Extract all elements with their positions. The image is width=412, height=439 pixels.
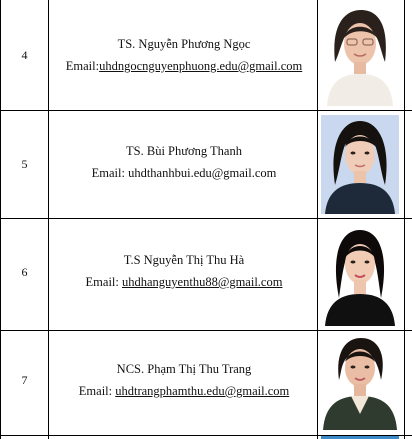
staff-name: TS. Bùi Phương Thanh	[126, 144, 242, 158]
email-link[interactable]: uhdtrangphamthu.edu@gmail.com	[115, 384, 290, 398]
row-number: 7	[21, 373, 28, 387]
email-link[interactable]: uhdhanguyenthu88@gmail.com	[122, 275, 283, 289]
row-number: 4	[21, 48, 28, 62]
row-number: 6	[21, 265, 28, 279]
staff-name: NCS. Phạm Thị Thu Trang	[116, 362, 252, 376]
staff-name: T.S Nguyễn Thị Thu Hà	[123, 253, 245, 267]
email-label: Email:	[85, 275, 119, 289]
table-row	[0, 0, 412, 110]
email-line	[50, 380, 318, 402]
portrait-image	[321, 4, 399, 106]
email-label: Email:	[91, 166, 125, 180]
email-text[interactable]: uhdthanhbui.edu@gmail.com	[128, 166, 277, 180]
email-label: Email:	[65, 59, 100, 73]
staff-photo	[321, 222, 399, 326]
staff-info	[50, 249, 318, 293]
email-line	[50, 271, 318, 293]
staff-info	[50, 33, 318, 77]
email-line	[50, 55, 318, 77]
portrait-image	[321, 222, 399, 326]
row-number: 5	[21, 157, 28, 171]
staff-photo	[321, 115, 399, 214]
staff-info	[50, 358, 318, 402]
table-row	[0, 331, 412, 435]
email-link[interactable]: uhdngocnguyenphuong.edu@gmail.com	[99, 59, 303, 73]
email-line	[50, 162, 318, 184]
staff-photo	[321, 332, 399, 430]
table-row	[0, 111, 412, 218]
portrait-image	[321, 332, 399, 430]
table-row	[0, 219, 412, 330]
email-label: Email:	[78, 384, 113, 398]
staff-name: TS. Nguyễn Phương Ngọc	[117, 37, 251, 51]
staff-photo	[321, 4, 399, 106]
staff-info	[50, 140, 318, 184]
portrait-image	[321, 115, 399, 214]
